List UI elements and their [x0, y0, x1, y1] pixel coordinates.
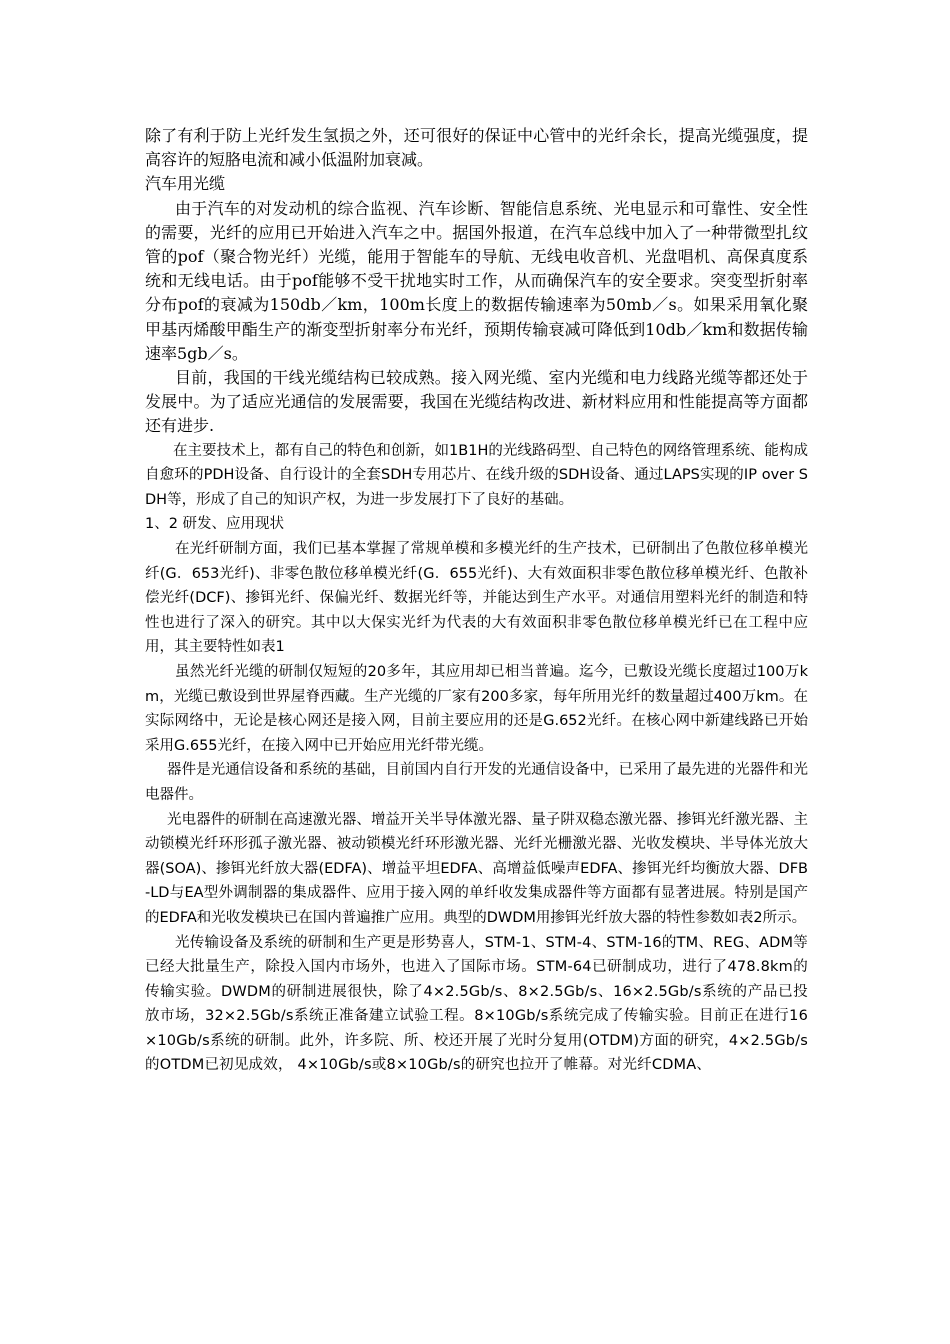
paragraph-trunk-cable: 目前，我国的干线光缆结构已较成熟。接入网光缆、室内光缆和电力线路光缆等都还处于发展中。为了适应光通信的发展需要，我国在光缆结构改进、新材料应用和性能提高等方面都还有进步. [145, 368, 808, 436]
paragraph-main-technology: 在主要技术上，都有自己的特色和创新，如1B1H的光线路码型、自己特色的网络管理系统、能构成自愈环的PDH设备、自行设计的全套SDH专用芯片、在线升级的SDH设备、通过LAPS实现的IP over SDH等，形成了自己的知识产权，为进一步发展打下了良好的基础。 [145, 442, 808, 508]
paragraph-fiber-deployment: 虽然光纤光缆的研制仅短短的20多年，其应用却已相当普遍。迄今，已敷设光缆长度超过100万km，光缆已敷设到世界屋脊西藏。生产光缆的厂家有200多家，每年所用光纤的数量超过400万km。在实际网络中，无论是核心网还是接入网，目前主要应用的还是G.652光纤。在核心网中新建线路已开始采用G.655光纤，在接入网中已开始应用光纤带光缆。 [145, 663, 808, 754]
paragraph-optoelectronic-devices: 光电器件的研制在高速激光器、增益开关半导体激光器、量子阱双稳态激光器、掺铒光纤激光器、主动锁模光纤环形孤子激光器、被动锁模光纤环形激光器、光纤光栅激光器、光收发模块、半导体光放大器(SOA)、掺铒光纤放大器(EDFA)、增益平坦EDFA、高增益低噪声EDFA、掺铒光纤均衡放大器、DFB-LD与EA型外调制器的集成器件、应用于接入网的单纤收发集成器件等方面都有显著进展。特别是国产的EDFA和光收发模块已在国内普遍推广应用。典型的DWDM用掺铒光纤放大器的特性参数如表2所示。 [145, 811, 808, 926]
paragraph-automotive-pof: 由于汽车的对发动机的综合监视、汽车诊断、智能信息系统、光电显示和可靠性、安全性的需要，光纤的应用已开始进入汽车之中。据国外报道，在汽车总线中加入了一种带微型扎纹管的pof（聚合物光纤）光缆，能用于智能车的导航、无线电收音机、光盘唱机、高保真度系统和无线电话。由于pof能够不受干扰地实时工作，从而确保汽车的安全要求。突变型折射率分布pof的衰减为150db／km，100m长度上的数据传输速率为50mb／s。如果采用氧化聚甲基丙烯酸甲酯生产的渐变型折射率分布光纤，预期传输衰减可降低到10db／km和数据传输速率5gb／s。 [145, 198, 808, 363]
section-heading-automotive-cable: 汽车用光缆 [145, 174, 226, 194]
paragraph-transmission-systems: 光传输设备及系统的研制和生产更是形势喜人，STM-1、STM-4、STM-16的TM、REG、ADM等已经大批量生产，除投入国内市场外，也进入了国际市场。STM-64已研制成功，进行了478.8km的传输实验。DWDM的研制进展很快，除了4×2.5Gb/s、8×2.5Gb/s、16×2.5Gb/s系统的产品已投放市场，32×2.5Gb/s系统正准备建立试验工程。8×10Gb/s系统完成了传输实验。目前正在进行16×10Gb/s系统的研制。此外，许多院、所、校还开展了光时分复用(OTDM)方面的研究，4×2.5Gb/s的OTDM已初见成效， 4×10Gb/s或8×10Gb/s的研究也拉开了帷幕。对光纤CDMA、 [145, 934, 808, 1074]
document-page [145, 124, 808, 1078]
section-heading-rnd-status: 1、2 研发、应用现状 [145, 516, 285, 533]
paragraph-devices: 器件是光通信设备和系统的基础，目前国内自行开发的光通信设备中，已采用了最先进的光器件和光电器件。 [145, 762, 808, 803]
paragraph-hydrogen-loss: 除了有利于防上光纤发生氢损之外，还可很好的保证中心管中的光纤余长，提高光缆强度，提高容许的短胳电流和减小低温附加衰减。 [145, 126, 808, 170]
paragraph-fiber-development: 在光纤研制方面，我们已基本掌握了常规单模和多模光纤的生产技术，已研制出了色散位移单模光纤(G．653光纤)、非零色散位移单模光纤(G．655光纤)、大有效面积非零色散位移单模光纤、色散补偿光纤(DCF)、掺铒光纤、保偏光纤、数据光纤等，并能达到生产水平。对通信用塑料光纤的制造和特性也进行了深入的研究。其中以大保实光纤为代表的大有效面积非零色散位移单模光纤已在工程中应用，其主要特性如表1 [145, 541, 808, 656]
